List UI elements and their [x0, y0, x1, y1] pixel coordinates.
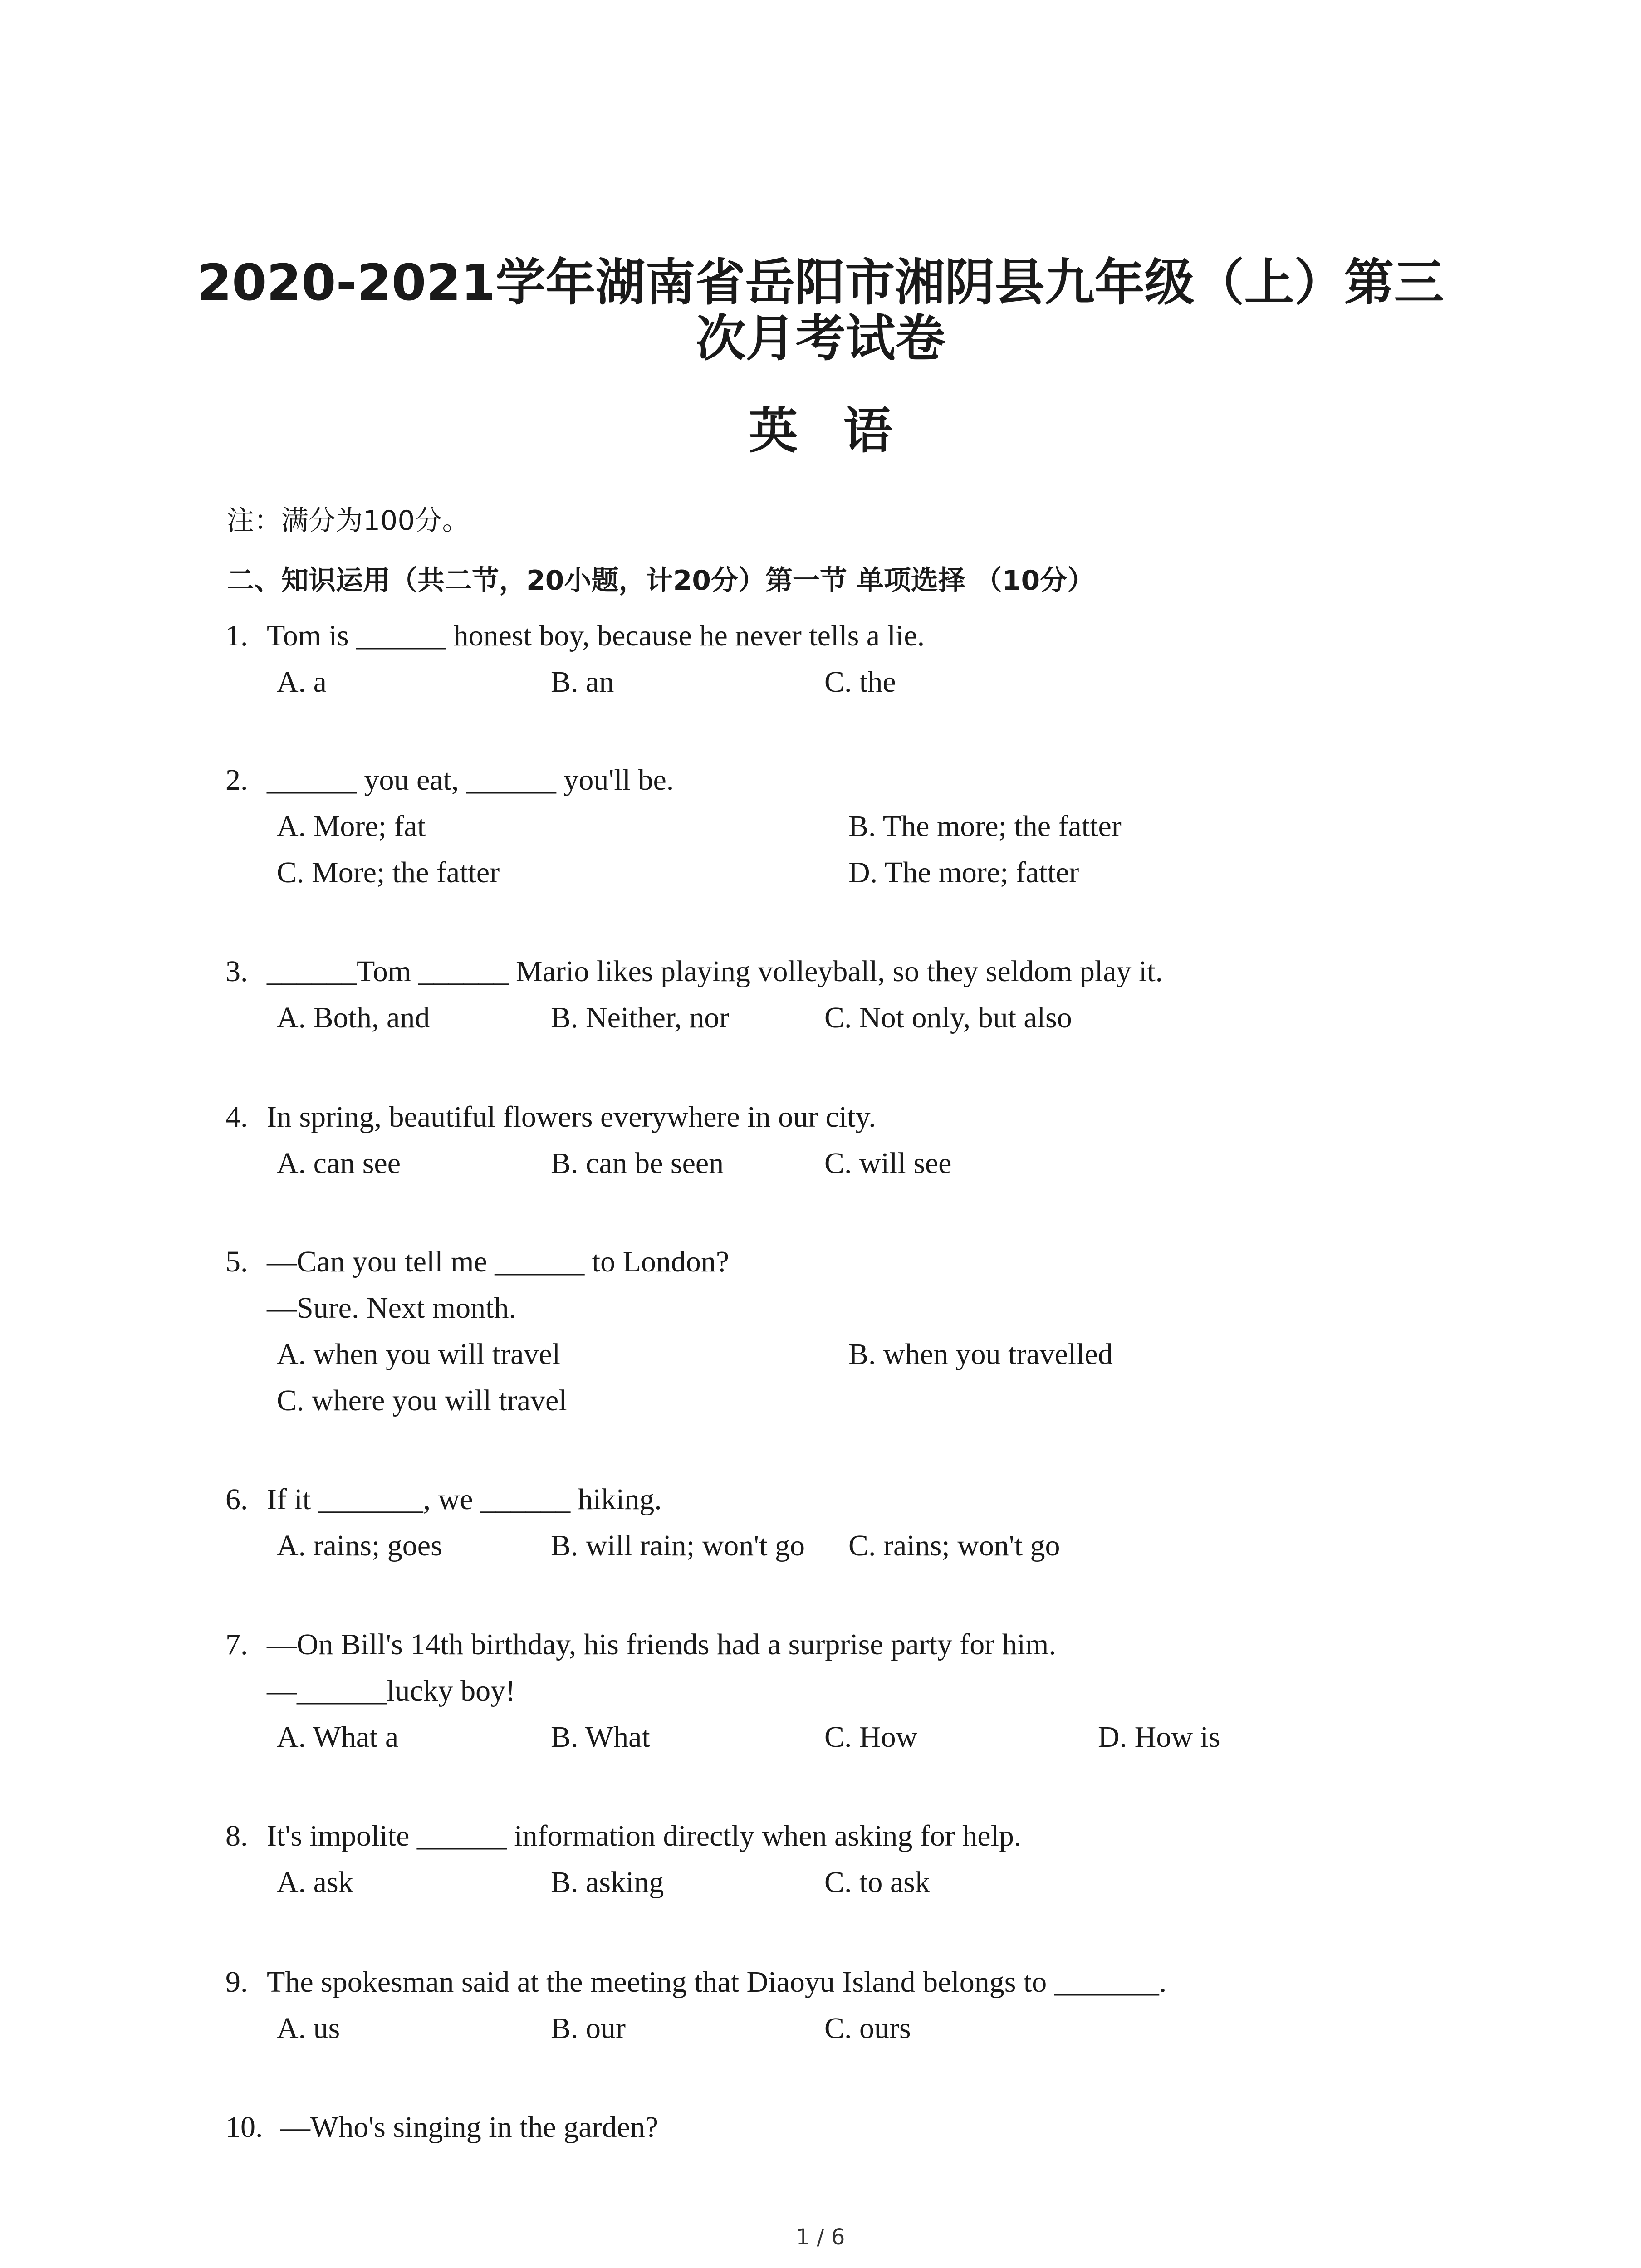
option-c: C. to ask — [824, 1866, 930, 1899]
option-c: C. the — [824, 665, 896, 699]
option-d: D. How is — [1098, 1721, 1220, 1754]
option-b: B. an — [551, 665, 614, 699]
question-stem: If it _______, we ______ hiking. — [267, 1483, 662, 1516]
option-a: A. when you will travel — [277, 1338, 561, 1371]
question-number: 9. — [225, 1965, 248, 1999]
option-b: B. will rain; won't go — [551, 1529, 805, 1562]
question-number: 7. — [225, 1628, 248, 1661]
question-number: 1. — [225, 619, 248, 652]
section-heading: 二、知识运用（共二节，20小题，计20分）第一节 单项选择 （10分） — [227, 565, 1095, 596]
question-stem: ______Tom ______ Mario likes playing volleyball, so they seldom play it. — [267, 955, 1163, 988]
question-stem: The spokesman said at the meeting that Diaoyu Island belongs to _______. — [267, 1965, 1167, 1999]
option-a: A. More; fat — [277, 810, 426, 843]
option-c: C. where you will travel — [277, 1384, 567, 1417]
option-a: A. rains; goes — [277, 1529, 442, 1562]
question-stem: ______ you eat, ______ you'll be. — [267, 763, 674, 797]
question-number: 3. — [225, 955, 248, 988]
exam-title-line2: 次月考试卷 — [696, 309, 945, 367]
option-a: A. a — [277, 665, 327, 699]
question-stem-line2: —______lucky boy! — [267, 1674, 516, 1707]
question-stem-line2: —Sure. Next month. — [267, 1291, 516, 1325]
question-stem: —On Bill's 14th birthday, his friends had a surprise party for him. — [267, 1628, 1056, 1661]
option-c: C. More; the fatter — [277, 856, 500, 889]
question-number: 10. — [225, 2111, 263, 2144]
option-c: C. rains; won't go — [848, 1529, 1060, 1562]
exam-title-line1: 2020-2021学年湖南省岳阳市湘阴县九年级（上）第三 — [197, 254, 1444, 312]
question-number: 2. — [225, 763, 248, 797]
option-c: C. ours — [824, 2012, 911, 2045]
option-b: B. The more; the fatter — [848, 810, 1122, 843]
score-note: 注：满分为100分。 — [227, 505, 470, 537]
option-a: A. Both, and — [277, 1001, 430, 1034]
option-b: B. when you travelled — [848, 1338, 1113, 1371]
option-c: C. How — [824, 1721, 918, 1754]
question-number: 6. — [225, 1483, 248, 1516]
question-stem: In spring, beautiful flowers everywhere in our city. — [267, 1100, 876, 1134]
option-b: B. can be seen — [551, 1147, 724, 1180]
option-a: A. us — [277, 2012, 340, 2045]
option-c: C. will see — [824, 1147, 952, 1180]
question-number: 4. — [225, 1100, 248, 1134]
option-a: A. can see — [277, 1147, 401, 1180]
page-number: 1 / 6 — [796, 2224, 845, 2250]
question-number: 5. — [225, 1245, 248, 1278]
option-d: D. The more; fatter — [848, 856, 1079, 889]
question-stem: —Who's singing in the garden? — [280, 2111, 659, 2144]
option-b: B. asking — [551, 1866, 664, 1899]
option-c: C. Not only, but also — [824, 1001, 1072, 1034]
option-b: B. What — [551, 1721, 650, 1754]
question-number: 8. — [225, 1819, 248, 1853]
option-b: B. our — [551, 2012, 626, 2045]
question-stem: —Can you tell me ______ to London? — [267, 1245, 730, 1278]
option-a: A. What a — [277, 1721, 399, 1754]
option-a: A. ask — [277, 1866, 353, 1899]
option-b: B. Neither, nor — [551, 1001, 730, 1034]
subject-heading: 英语 — [749, 403, 938, 459]
question-stem: It's impolite ______ information directly when asking for help. — [267, 1819, 1022, 1853]
question-stem: Tom is ______ honest boy, because he never tells a lie. — [267, 619, 925, 652]
